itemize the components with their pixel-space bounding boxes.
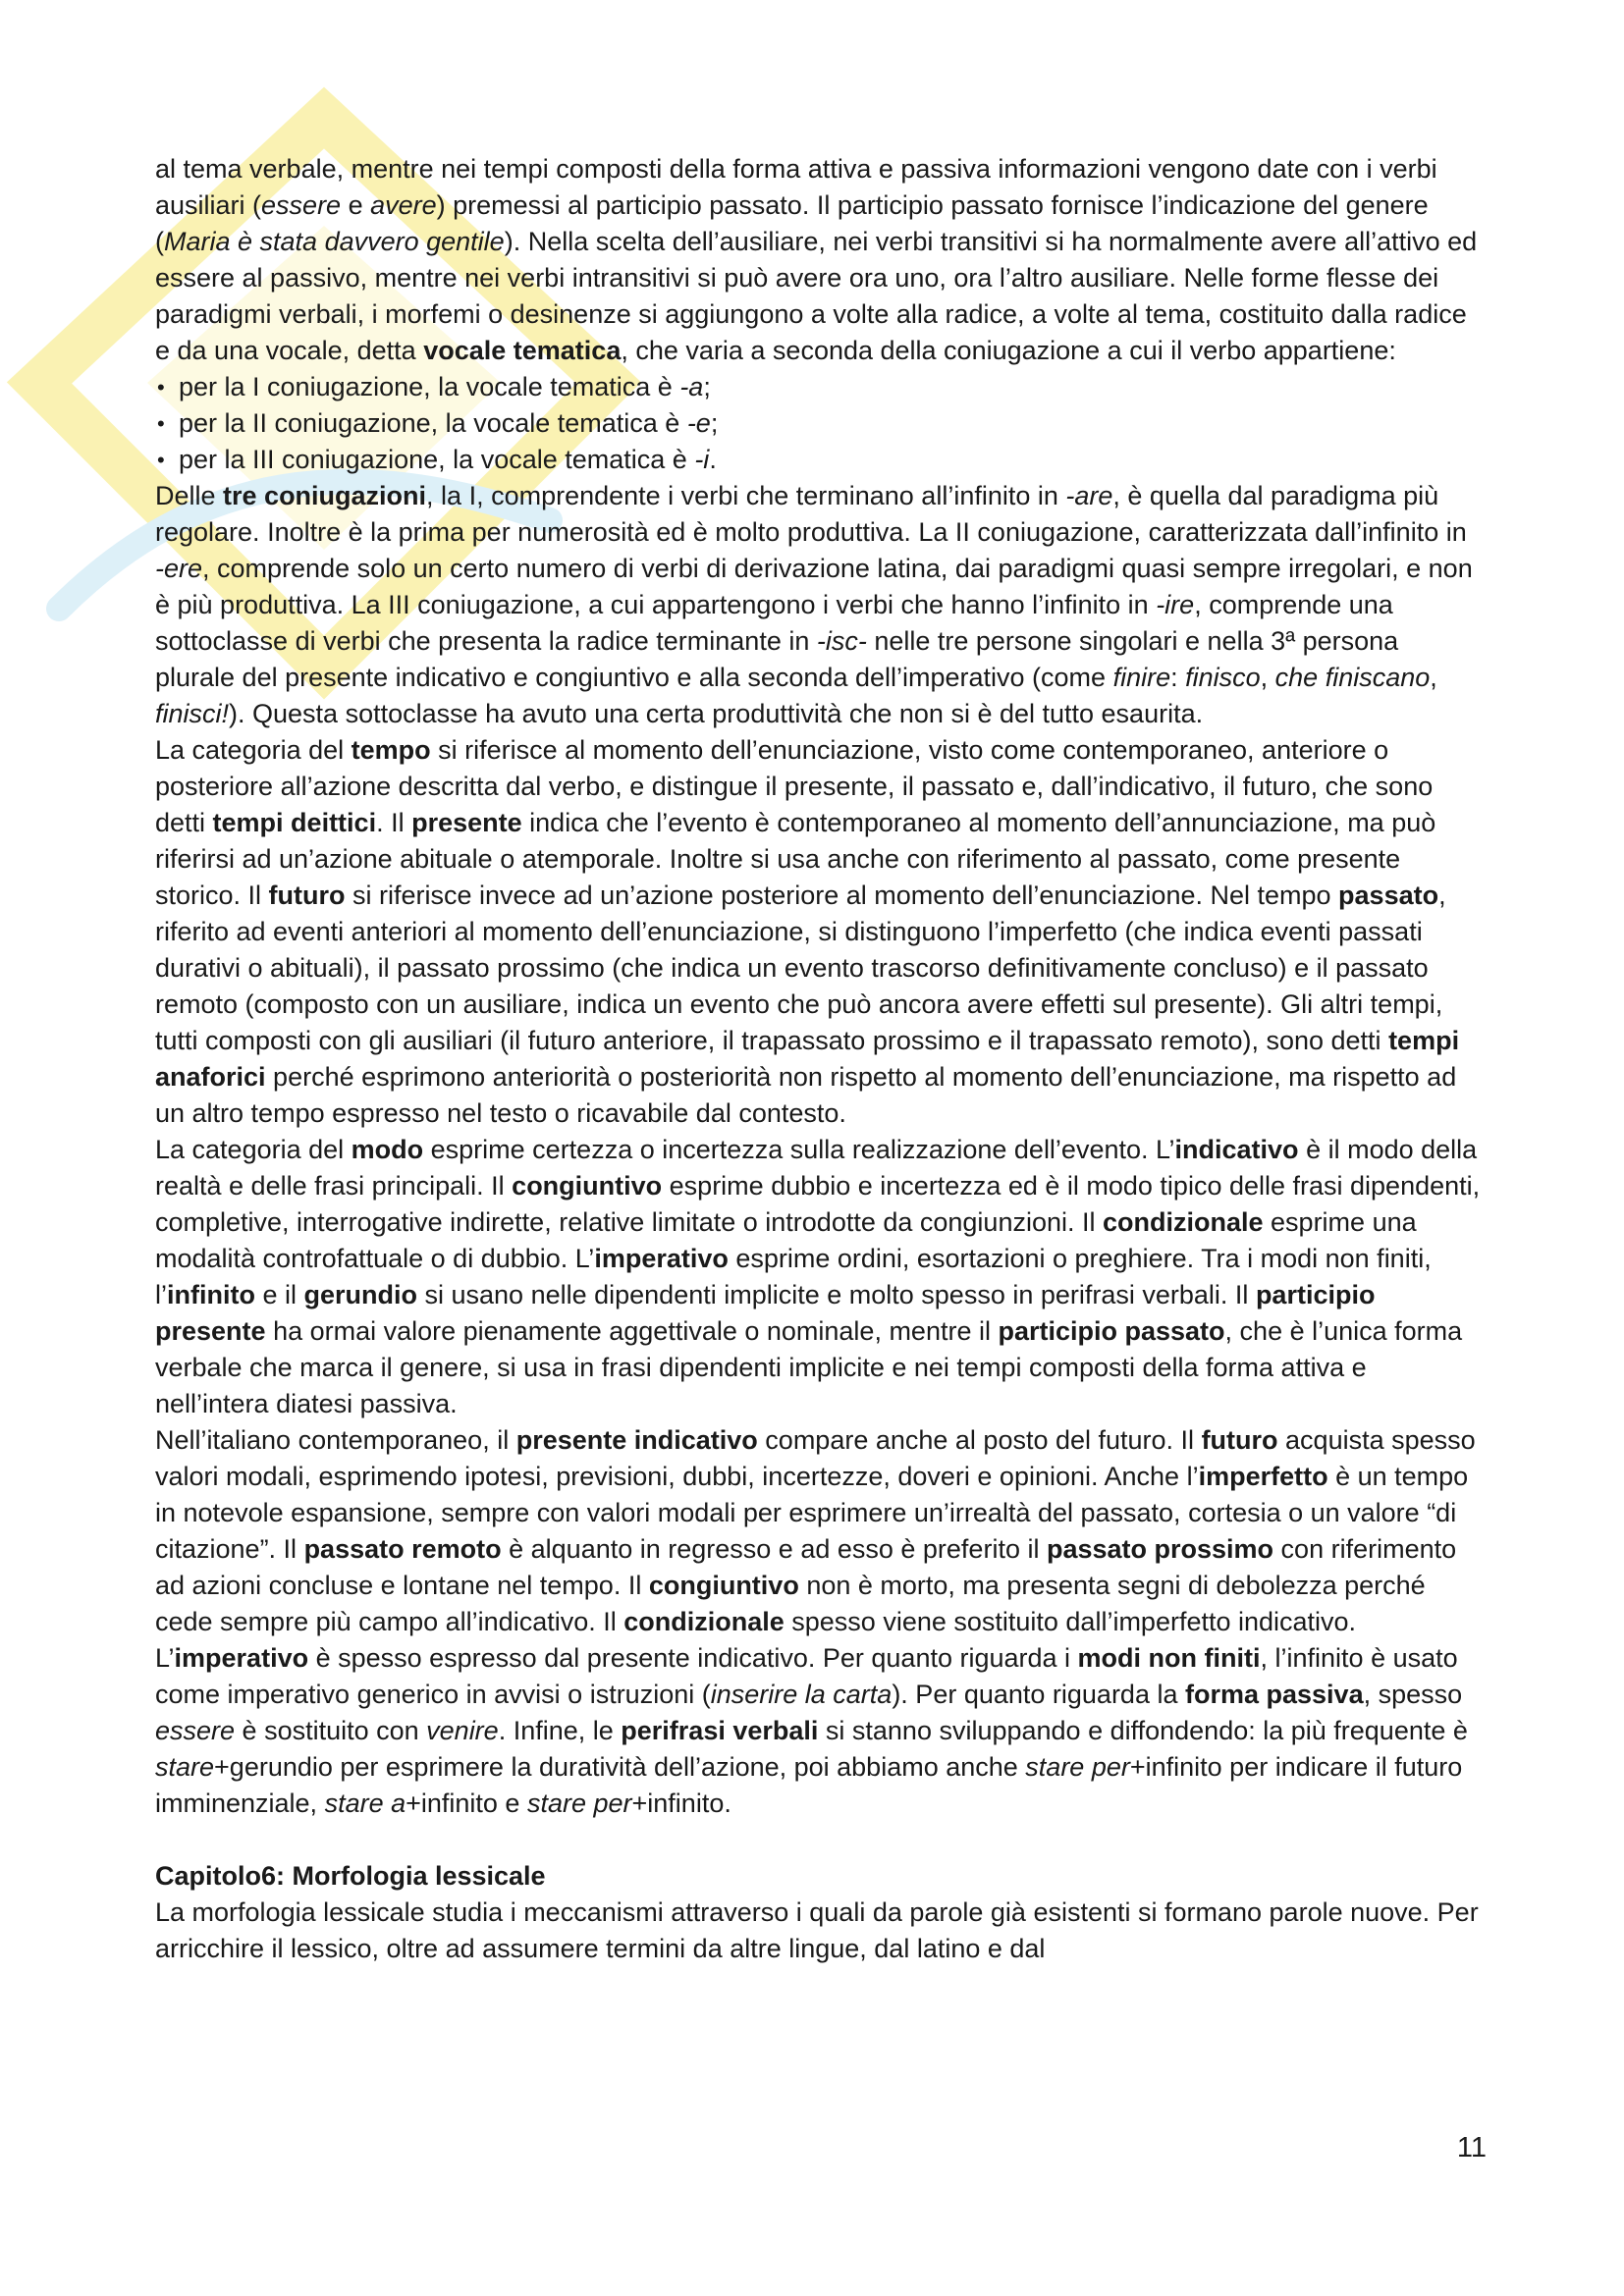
italic-term: venire: [426, 1716, 499, 1745]
text-run: .: [709, 445, 717, 474]
bold-term: condizionale: [1103, 1207, 1264, 1237]
paragraph-tense: [155, 732, 1481, 1132]
bold-term: tre coniugazioni: [223, 481, 427, 510]
italic-term: stare per: [526, 1789, 632, 1818]
chapter-heading: Capitolo6: Morfologia lessicale: [155, 1861, 546, 1891]
italic-term: -ire: [1156, 590, 1195, 619]
bold-term: perifrasi verbali: [621, 1716, 819, 1745]
text-run: , comprende solo un certo numero di verbi di derivazione latina, dai paradigmi quasi sempre irregolari, e non è più produttiva. La III coniugazione, a cui appartengono i verbi che hanno l’infinito in: [155, 554, 1473, 619]
text-run: +infinito.: [631, 1789, 731, 1818]
italic-term: Maria è stata davvero gentile: [164, 227, 505, 256]
text-run: , è quella dal paradigma più regolare. Inoltre è la prima per numerosità ed è molto produttiva. La II coniugazione, caratterizzata dall’infinito in: [155, 481, 1467, 547]
text-run: ;: [710, 408, 719, 438]
bold-term: tempi deittici: [212, 808, 377, 837]
italic-term: finisci!: [155, 699, 230, 728]
text-run: è spesso espresso dal presente indicativo. Per quanto riguarda i: [308, 1643, 1078, 1673]
italic-term: stare: [155, 1752, 215, 1782]
text-run: esprime ordini, esortazioni o preghiere. Tra i modi non finiti, l’: [155, 1244, 1432, 1309]
text-run: non è morto, ma presenta segni di debolezza perché cede sempre più campo all’indicativo. Il: [155, 1571, 1426, 1636]
text-run: , che è l’unica forma verbale che marca il genere, si usa in frasi dipendenti implicite e nei tempi composti della forma attiva e nell’intera diatesi passiva.: [155, 1316, 1463, 1418]
text-run: Delle: [155, 481, 224, 510]
text-run: ha ormai valore pienamente aggettivale o nominale, mentre il: [265, 1316, 999, 1346]
text-run: , riferito ad eventi anteriori al momento dell’enunciazione, si distinguono l’imperfetto (che indica eventi passati durativi o abituali), il passato prossimo (che indica un evento trascorso definitivamente concluso) e il passato remoto (composto con un ausiliare, indica un evento che può ancora avere effetti sul presente). Gli altri tempi, tutti composti con gli ausiliari (il futuro anteriore, il trapassato prossimo e il trapassato remoto), sono detti: [155, 881, 1446, 1055]
text-run: ;: [703, 372, 711, 401]
text-run: indica che l’evento è contemporaneo al momento dell’annunciazione, ma può riferirsi ad un’azione abituale o atemporale. Inoltre si usa anche con riferimento al passato, come presente storico. Il: [155, 808, 1436, 910]
text-run: , spesso: [1363, 1680, 1463, 1709]
bold-term: congiuntivo: [512, 1171, 663, 1201]
text-run: , che varia a seconda della coniugazione a cui il verbo appartiene:: [621, 336, 1396, 365]
text-run: ,: [1430, 663, 1437, 692]
bold-term: infinito: [167, 1280, 255, 1309]
italic-term: che finiscano: [1274, 663, 1431, 692]
bold-term: gerundio: [303, 1280, 417, 1309]
text-run: . Il: [376, 808, 412, 837]
text-run: +infinito per indicare il futuro imminenziale,: [155, 1752, 1463, 1818]
text-run: si usano nelle dipendenti implicite e molto spesso in perifrasi verbali. Il: [417, 1280, 1256, 1309]
text-run: e il: [254, 1280, 304, 1309]
bold-term: forma passiva: [1185, 1680, 1364, 1709]
text-run: ). Nella scelta dell’ausiliare, nei verbi transitivi si ha normalmente avere all’attivo ed essere al passivo, mentre nei verbi intransitivi si può avere ora uno, ora l’altro ausiliare. Nelle forme flesse dei paradigmi verbali, i morfemi o desinenze si aggiungono a volte alla radice, a volte al tema, costituito dalla radice e da una vocale, detta: [155, 227, 1478, 365]
italic-term: finisco: [1185, 663, 1261, 692]
text-run: Nell’italiano contemporaneo, il: [155, 1425, 516, 1455]
italic-term: -ere: [155, 554, 203, 583]
text-run: e: [341, 190, 371, 220]
text-run: è alquanto in regresso e ad esso è preferito il: [501, 1534, 1047, 1564]
bold-term: presente indicativo: [515, 1425, 758, 1455]
text-run: , comprende una sottoclasse di verbi che presenta la radice terminante in: [155, 590, 1393, 656]
text-run: perché esprimono anteriorità o posteriorità non rispetto al momento dell’enunciazione, ma rispetto ad un altro tempo espresso nel testo o ricavabile dal contesto.: [155, 1062, 1457, 1128]
text-run: esprime una modalità controfattuale o di dubbio. L’: [155, 1207, 1417, 1273]
list-item: [155, 405, 1481, 442]
bold-term: condizionale: [623, 1607, 785, 1636]
paragraph-lexical-morphology: [155, 1895, 1481, 1967]
bold-term: tempo: [351, 735, 431, 765]
italic-term: avere: [370, 190, 437, 220]
text-run: si riferisce invece ad un’azione posteriore al momento dell’enunciazione. Nel tempo: [345, 881, 1339, 910]
bold-term: passato: [1338, 881, 1439, 910]
italic-term: stare per: [1025, 1752, 1130, 1782]
paragraph-mood: [155, 1132, 1481, 1422]
document-page: [155, 151, 1481, 1967]
bold-term: imperfetto: [1198, 1462, 1328, 1491]
text-run: è un tempo in notevole espansione, sempre con valori modali per esprimere un’irrealtà del passato, cortesia o un valore “di citazione”. Il: [155, 1462, 1469, 1564]
text-run: . Infine, le: [498, 1716, 622, 1745]
italic-term: -are: [1065, 481, 1113, 510]
text-run: La categoria del: [155, 735, 352, 765]
page-number: 11: [1456, 2132, 1487, 2163]
text-run: acquista spesso valori modali, esprimendo ipotesi, previsioni, dubbi, incertezze, doveri e opinioni. Anche l’: [155, 1425, 1476, 1491]
text-run: compare anche al posto del futuro. Il: [757, 1425, 1202, 1455]
bold-term: vocale tematica: [423, 336, 622, 365]
paragraph-contemporary-italian: [155, 1422, 1481, 1822]
bold-term: passato remoto: [303, 1534, 502, 1564]
bold-term: congiuntivo: [648, 1571, 799, 1600]
text-run: esprime certezza o incertezza sulla realizzazione dell’evento. L’: [423, 1135, 1175, 1164]
text-run: per la II coniugazione, la vocale tematica è: [179, 408, 687, 438]
text-run: ) premessi al participio passato. Il participio passato fornisce l’indicazione del genere (: [155, 190, 1429, 256]
italic-term: inserire la carta: [710, 1680, 893, 1709]
text-run: esprime dubbio e incertezza ed è il modo tipico delle frasi dipendenti, completive, interrogative indirette, relative limitate o introdotte da congiunzioni. Il: [155, 1171, 1481, 1237]
italic-term: -isc-: [816, 626, 867, 656]
italic-term: essere: [261, 190, 342, 220]
bold-term: passato prossimo: [1046, 1534, 1274, 1564]
bold-term: imperativo: [594, 1244, 729, 1273]
bold-term: modo: [351, 1135, 424, 1164]
italic-term: essere: [155, 1716, 236, 1745]
bold-term: tempi anaforici: [155, 1026, 1460, 1092]
text-run: nelle tre persone singolari e nella 3ª persona plurale del presente indicativo e congiuntivo e alla seconda dell’imperativo (come: [155, 626, 1399, 692]
bold-term: participio passato: [998, 1316, 1225, 1346]
list-item: [155, 442, 1481, 478]
text-run: +gerundio per esprimere la duratività dell’azione, poi abbiamo anche: [214, 1752, 1026, 1782]
list-item: [155, 369, 1481, 405]
text-run: si stanno sviluppando e diffondendo: la più frequente è: [818, 1716, 1468, 1745]
text-run: per la I coniugazione, la vocale tematica è: [179, 372, 680, 401]
text-run: spesso viene sostituito dall’imperfetto indicativo. L’: [155, 1607, 1357, 1673]
italic-term: -i: [694, 445, 710, 474]
paragraph-conjugations: [155, 478, 1481, 732]
text-run: :: [1170, 663, 1186, 692]
text-run: per la III coniugazione, la vocale tematica è: [179, 445, 695, 474]
bold-term: futuro: [268, 881, 346, 910]
text-run: La categoria del: [155, 1135, 352, 1164]
text-run: , la I, comprendente i verbi che terminano all’infinito in: [426, 481, 1066, 510]
text-run: +infinito e: [406, 1789, 527, 1818]
text-run: ). Questa sottoclasse ha avuto una certa produttività che non si è del tutto esaurita.: [229, 699, 1204, 728]
text-run: , l’infinito è usato come imperativo generico in avvisi o istruzioni (: [155, 1643, 1458, 1709]
italic-term: stare a: [324, 1789, 406, 1818]
text-run: ). Per quanto riguarda la: [892, 1680, 1185, 1709]
bold-term: participio presente: [155, 1280, 1376, 1346]
italic-term: finire: [1112, 663, 1171, 692]
text-run: al tema verbale, mentre nei tempi composti della forma attiva e passiva informazioni vengono date con i verbi ausiliari (: [155, 154, 1437, 220]
text-run: ,: [1260, 663, 1275, 692]
bold-term: modi non finiti: [1077, 1643, 1261, 1673]
text-run: con riferimento ad azioni concluse e lontane nel tempo. Il: [155, 1534, 1457, 1600]
text-run: è sostituito con: [235, 1716, 427, 1745]
italic-term: -e: [686, 408, 711, 438]
paragraph-verb-structure: [155, 151, 1481, 369]
thematic-vowel-list: [155, 369, 1481, 478]
bold-term: futuro: [1201, 1425, 1278, 1455]
bold-term: presente: [411, 808, 522, 837]
text-run: si riferisce al momento dell’enunciazione, visto come contemporaneo, anteriore o posteriore all’azione descritta dal verbo, e distingue il presente, il passato e, dall’indicativo, il futuro, che sono detti: [155, 735, 1434, 837]
text-run: La morfologia lessicale studia i meccanismi attraverso i quali da parole già esistenti si formano parole nuove. Per arricchire il lessico, oltre ad assumere termini da altre lingue, dal latino e dal: [155, 1897, 1479, 1963]
bold-term: imperativo: [174, 1643, 309, 1673]
bold-term: indicativo: [1174, 1135, 1299, 1164]
italic-term: -a: [679, 372, 704, 401]
text-run: è il modo della realtà e delle frasi principali. Il: [155, 1135, 1478, 1201]
